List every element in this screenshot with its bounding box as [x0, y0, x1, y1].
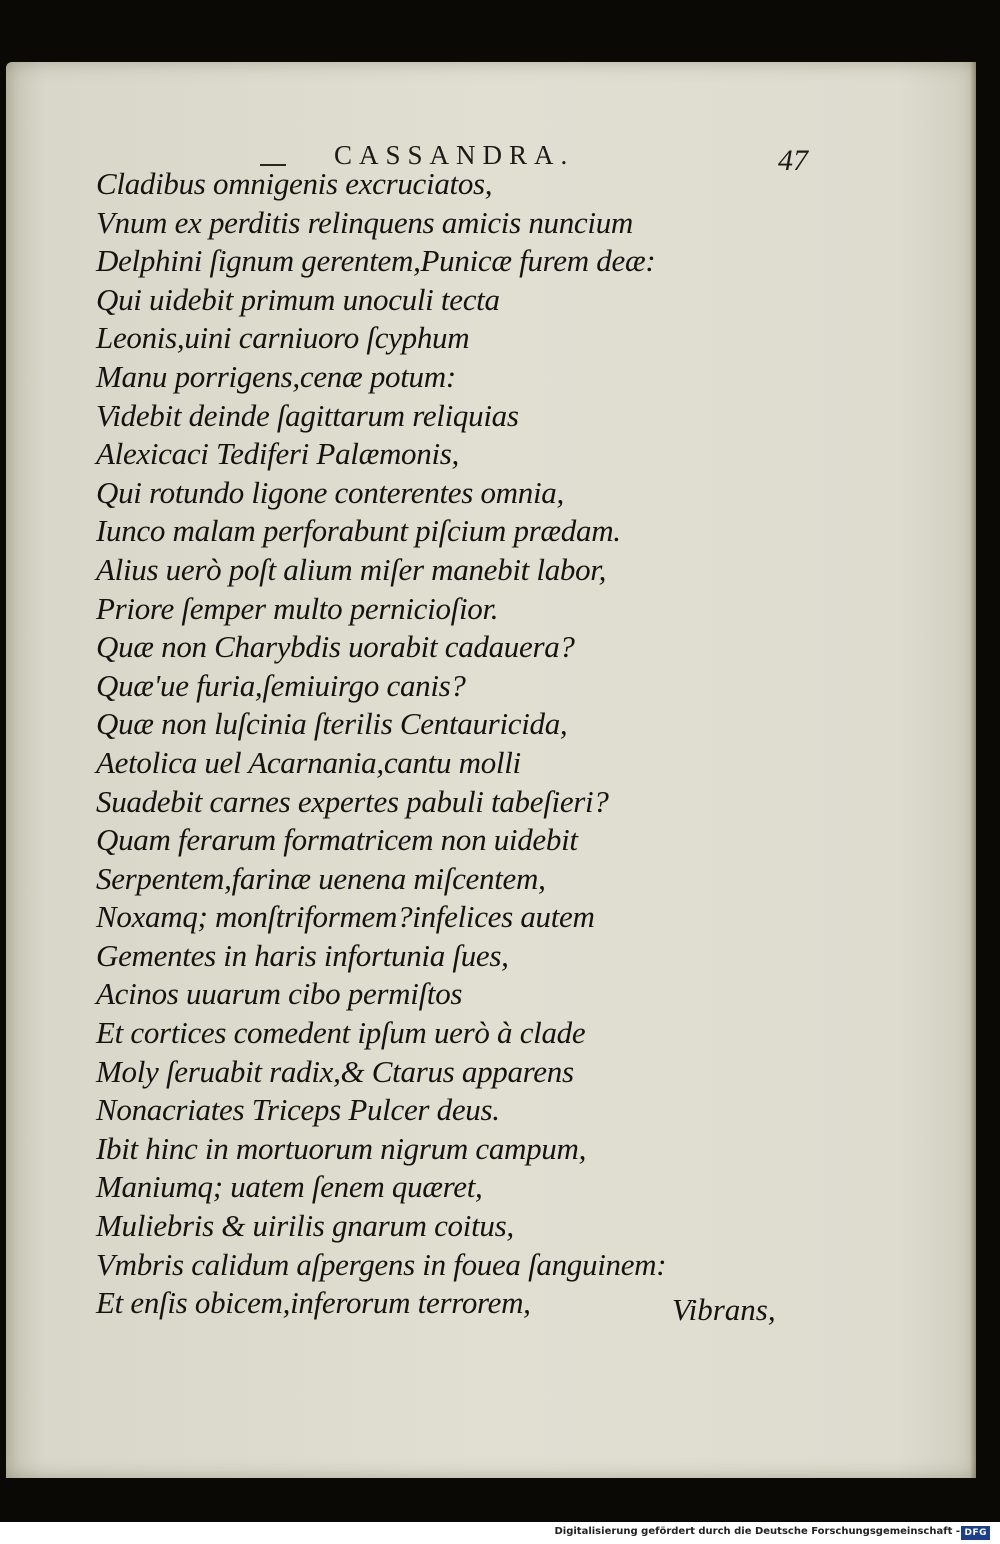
verse-line: Nonacriates Triceps Pulcer deus. [96, 1092, 500, 1128]
verse-line: Alius uerò poſt alium miſer manebit labor, [96, 551, 607, 587]
verse-line: Iunco malam perforabunt piſcium prædam. [96, 513, 621, 549]
footer-bar [0, 1522, 1000, 1544]
running-head: CASSANDRA. [334, 140, 575, 170]
verse-line: Et cortices comedent ipſum uerò à clade [96, 1015, 586, 1051]
verse-line: Gementes in haris infortunia ſues, [96, 937, 509, 973]
verse-line: Delphini ſignum gerentem,Punicæ furem deæ: [96, 243, 656, 279]
verse-line: Et enſis obicem,inferorum terrorem, [96, 1285, 531, 1321]
verse-line: Priore ſemper multo pernicioſior. [96, 590, 499, 626]
verse-line: Alexicaci Tediferi Palæmonis, [96, 436, 459, 472]
verse-line: Leonis,uini carniuoro ſcyphum [96, 320, 470, 356]
verse-line: Aetolica uel Acarnania,cantu molli [96, 744, 521, 780]
verse-line: Vmbris calidum aſpergens in fouea ſanguinem: [96, 1246, 667, 1282]
verse-line: Qui uidebit primum unoculi tecta [96, 281, 500, 317]
verse-line: Quam ferarum formatricem non uidebit [96, 822, 578, 858]
verse-line: Manu porrigens,cenæ potum: [96, 358, 456, 394]
verse-line: Qui rotundo ligone conterentes omnia, [96, 474, 564, 510]
catchword: Vibrans, [672, 1292, 776, 1327]
verse-line: Quæ'ue furia,ſemiuirgo canis? [96, 667, 466, 703]
verse-line: Moly ſeruabit radix,& Ctarus apparens [96, 1053, 574, 1089]
verse-line: Vnum ex perditis relinquens amicis nuncium [96, 204, 633, 240]
verse-line: Muliebris & uirilis gnarum coitus, [96, 1208, 514, 1244]
verse-line: Quæ non luſcinia ſterilis Centauricida, [96, 706, 568, 742]
page-number: 47 [778, 144, 808, 177]
verse-line: Acinos uuarum cibo permiſtos [96, 976, 463, 1012]
verse-line: Maniumq; uatem ſenem quæret, [96, 1169, 483, 1205]
verse-line: Suadebit carnes expertes pabuli tabeſieri? [96, 783, 609, 819]
verse-text [96, 165, 836, 1323]
verse-line: Cladibus omnigenis excruciatos, [96, 166, 493, 201]
verse-line: Videbit deinde ſagittarum reliquias [96, 397, 519, 433]
dfg-logo-icon: DFG [961, 1526, 990, 1540]
page-edge-shadow [970, 62, 976, 1478]
verse-line: Serpentem,farinæ uenena miſcentem, [96, 860, 546, 896]
verse-line: Quæ non Charybdis uorabit cadauera? [96, 629, 575, 665]
verse-line: Ibit hinc in mortuorum nigrum campum, [96, 1130, 587, 1166]
funding-credit: Digitalisierung gefördert durch die Deutsche Forschungsgemeinschaft - [554, 1526, 960, 1537]
verse-line: Noxamq; monſtriformem?infelices autem [96, 899, 595, 935]
